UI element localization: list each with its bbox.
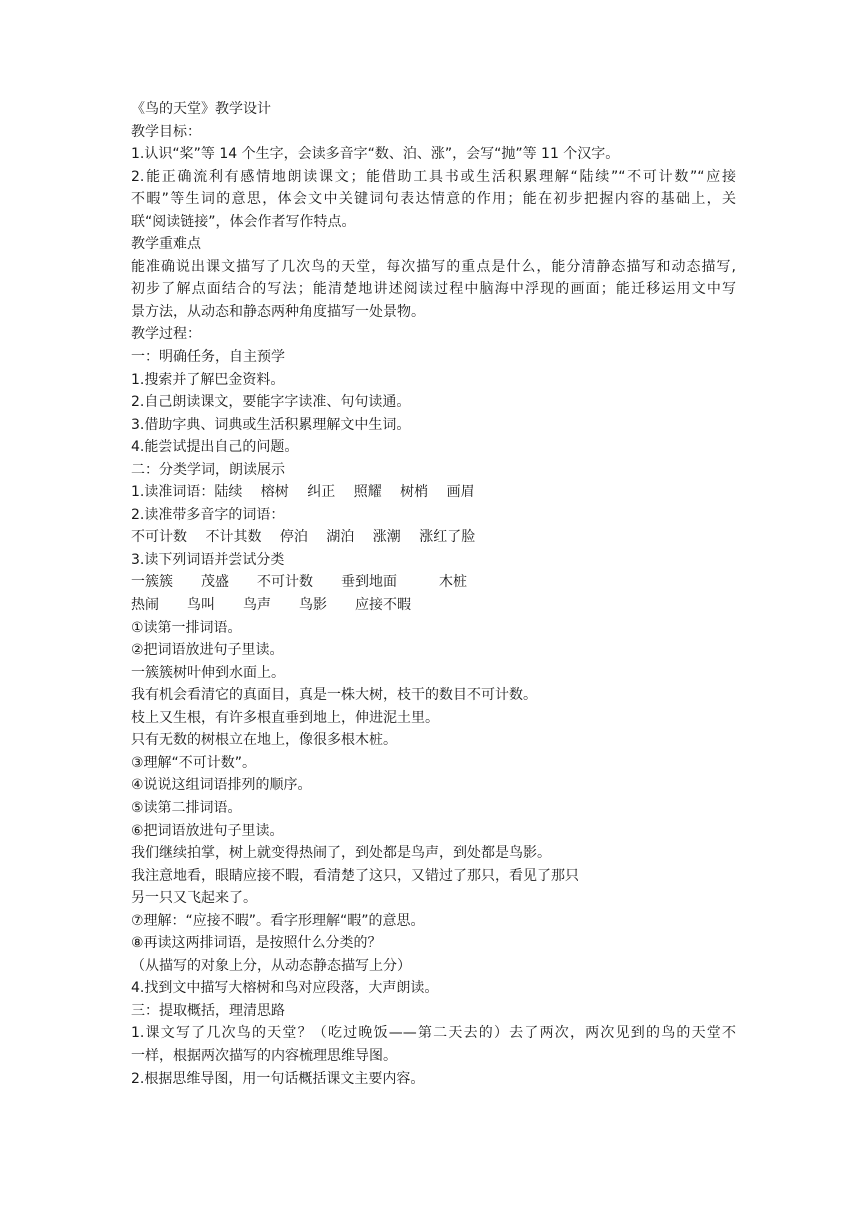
step-item: ①读第一排词语。 (131, 619, 242, 636)
list-item: 1.搜索并了解巴金资料。 (131, 371, 285, 388)
section-heading-key-points: 教学重难点 (131, 236, 201, 253)
step-item: ⑦理解：“应接不暇”。看字形理解“暇”的意思。 (131, 912, 425, 929)
step-item: ③理解“不可计数”。 (131, 754, 257, 771)
paragraph-line: 1.课文写了几次鸟的天堂？（吃过晚饭——第二天去的）去了两次，两次见到的鸟的天堂不 (131, 1025, 736, 1042)
paragraph-line: 景方法，从动态和静态两种角度描写一处景物。 (131, 303, 425, 320)
note-text: （从描写的对象上分，从动态静态描写上分） (131, 957, 411, 974)
example-sentence: 只有无数的树根立在地上，像很多根木桩。 (131, 732, 397, 749)
example-sentence: 枝上又生根，有许多根直垂到地上，伸进泥土里。 (131, 709, 439, 726)
list-item: 3.借助字典、词典或生活积累理解文中生词。 (131, 416, 411, 433)
paragraph-line: 2.能正确流利有感情地朗读课文；能借助工具书或生活积累理解“陆续”“不可计数”“应接 (131, 168, 736, 185)
step-item: ④说说这组词语排列的顺序。 (131, 777, 312, 794)
example-sentence: 我注意地看，眼睛应接不暇，看清楚了这只，又错过了那只，看见了那只 (131, 867, 579, 884)
paragraph-line: 联“阅读链接”，体会作者写作特点。 (131, 213, 356, 230)
step-item: ⑧再读这两排词语，是按照什么分类的？ (131, 935, 382, 952)
document-title: 《鸟的天堂》教学设计 (131, 101, 271, 117)
example-sentence: 我们继续拍掌，树上就变得热闹了，到处都是鸟声，到处都是鸟影。 (131, 845, 551, 862)
paragraph-line: 1.认识“桨”等 14 个生字，会读多音字“数、泊、涨”，会写“抛”等 11 个汉字。 (131, 146, 620, 163)
subsection-heading: 三：提取概括，理清思路 (131, 1002, 285, 1019)
example-sentence: 一簇簇树叶伸到水面上。 (131, 664, 285, 681)
list-item: 2.根据思维导图，用一句话概括课文主要内容。 (131, 1070, 425, 1087)
list-item: 1.读准词语：陆续 榕树 纠正 照耀 树梢 画眉 (131, 484, 475, 501)
list-item: 2.自己朗读课文，要能字字读准、句句读通。 (131, 394, 411, 411)
section-heading-objectives: 教学目标： (131, 123, 201, 140)
word-list: 不可计数 不计其数 停泊 湖泊 涨潮 涨红了脸 (131, 529, 476, 546)
word-list: 一簇簇 茂盛 不可计数 垂到地面 木桩 (131, 574, 467, 591)
step-item: ②把词语放进句子里读。 (131, 642, 284, 659)
example-sentence: 另一只又飞起来了。 (131, 890, 257, 907)
list-item: 4.能尝试提出自己的问题。 (131, 439, 299, 456)
word-list: 热闹 鸟叫 鸟声 鸟影 应接不暇 (131, 597, 411, 614)
step-item: ⑥把词语放进句子里读。 (131, 822, 284, 839)
paragraph-line: 不暇”等生词的意思，体会文中关键词句表达情意的作用；能在初步把握内容的基础上，关 (131, 191, 736, 208)
paragraph-line: 初步了解点面结合的写法；能清楚地讲述阅读过程中脑海中浮现的画面；能迁移运用文中写 (131, 281, 736, 298)
paragraph-line: 一样，根据两次描写的内容梳理思维导图。 (131, 1047, 397, 1064)
list-item: 4.找到文中描写大榕树和鸟对应段落，大声朗读。 (131, 980, 439, 997)
subsection-heading: 二：分类学词，朗读展示 (131, 461, 285, 478)
paragraph-line: 能准确说出课文描写了几次鸟的天堂，每次描写的重点是什么，能分清静态描写和动态描写, (131, 258, 736, 275)
example-sentence: 我有机会看清它的真面目，真是一株大树，枝干的数目不可计数。 (131, 687, 537, 704)
section-heading-process: 教学过程： (131, 326, 201, 343)
subsection-heading: 一：明确任务，自主预学 (131, 349, 285, 366)
document-body (131, 98, 736, 1090)
step-item: ⑤读第二排词语。 (131, 799, 242, 816)
list-item: 2.读准带多音字的词语： (131, 506, 285, 523)
list-item: 3.读下列词语并尝试分类 (131, 551, 285, 568)
